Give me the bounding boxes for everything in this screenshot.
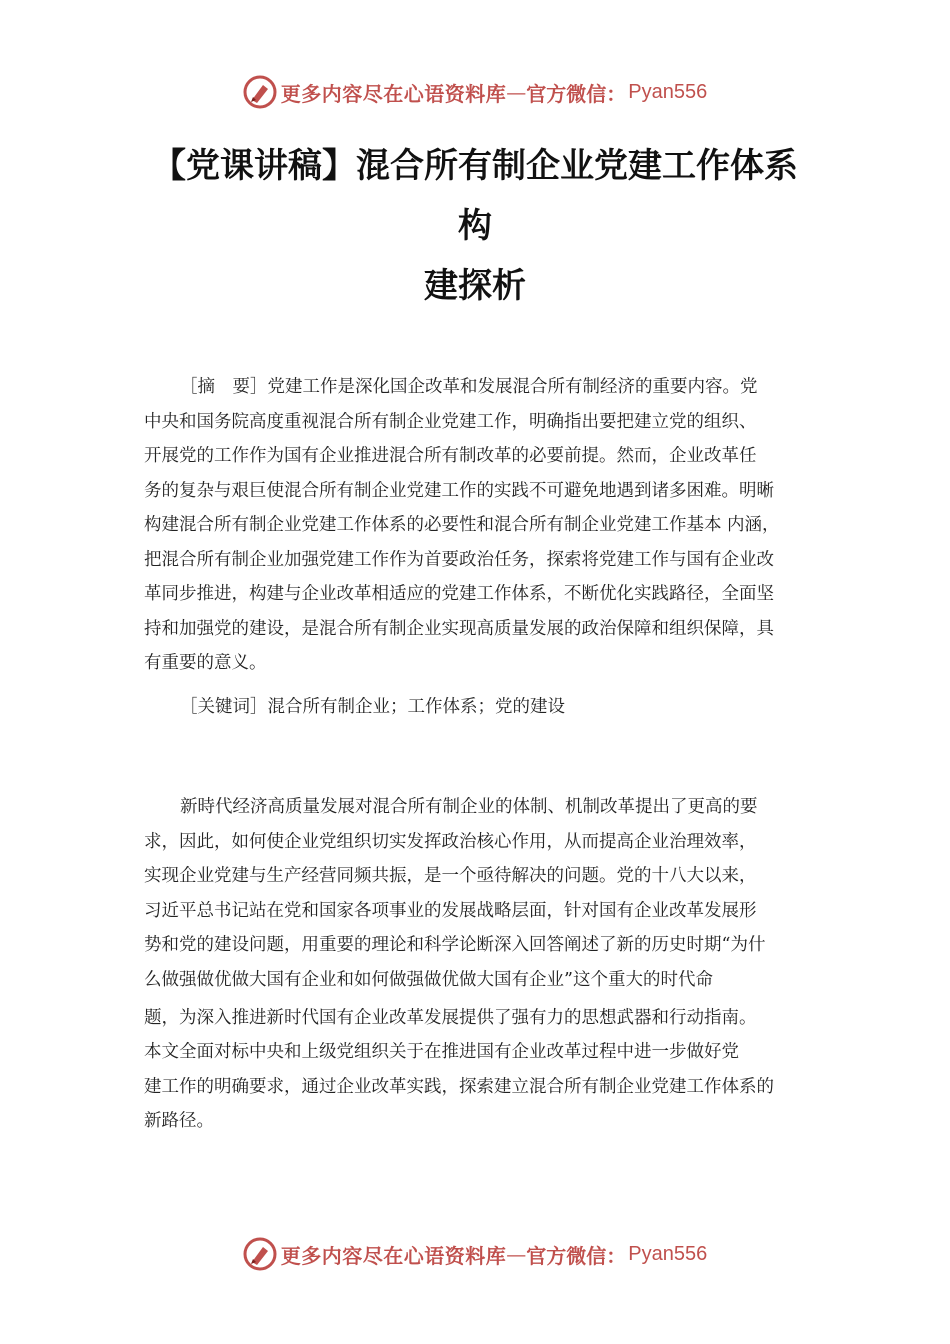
pen-logo-icon [243, 75, 277, 109]
keywords-line: ［关键词］混合所有制企业；工作体系；党的建设 [180, 697, 565, 717]
document-title-line-3: 建探析 [424, 266, 526, 306]
abstract-line: 有重要的意义。 [144, 653, 267, 673]
body-line: 势和党的建设问题，用重要的理论和科学论断深入回答阐述了新的历史时期“为什 [144, 935, 766, 955]
body-line: 求，因此，如何使企业党组织切实发挥政治核心作用，从而提高企业治理效率， [144, 831, 757, 852]
body-paragraph [144, 790, 824, 1139]
banner-main-text: 更多内容尽在心语资料库 [280, 81, 507, 106]
body-line: 本文全面对标中央和上级党组织关于在推进国有企业改革过程中进一步做好党 [144, 1042, 739, 1062]
abstract-line: 革同步推进，构建与企业改革相适应的党建工作体系，不断优化实践路径，全面坚 [144, 584, 774, 604]
body-line: 习近平总书记站在党和国家各项事业的发展战略层面，针对国有企业改革发展形 [144, 900, 757, 921]
body-line: 题，为深入推进新时代国有企业改革发展提供了强有力的思想武器和行动指南。 [144, 1007, 757, 1028]
document-title-line-2: 构 [458, 206, 492, 246]
banner-official-label: 官方微信： [526, 81, 627, 106]
abstract-paragraph [144, 370, 824, 681]
body-line: 新路径。 [144, 1111, 214, 1131]
document-title-line-1: 【党课讲稿】混合所有制企业党建工作体系 [152, 146, 798, 186]
banner-main-text: 更多内容尽在心语资料库 [280, 1243, 507, 1268]
abstract-line: 把混合所有制企业加强党建工作作为首要政治任务，探索将党建工作与国有企业改 [144, 549, 774, 570]
abstract-line: 开展党的工作作为国有企业推进混合所有制改革的必要前提。然而，企业改革任 [144, 446, 757, 466]
pen-logo-icon [243, 1237, 277, 1271]
footer-banner [0, 1232, 950, 1276]
banner-dash: — [506, 1242, 527, 1266]
banner-wechat-id: Pyan556 [628, 1242, 708, 1265]
keywords-paragraph [144, 690, 824, 725]
banner-dash: — [506, 80, 527, 104]
banner-wechat-id: Pyan556 [628, 80, 708, 103]
body-line: 新時代经济高质量发展对混合所有制企业的体制、机制改革提出了更高的要 [180, 797, 758, 817]
body-line: 实现企业党建与生产经营同频共振，是一个亟待解决的问题。党的十八大以来， [144, 866, 757, 886]
abstract-line: 务的复杂与艰巨使混合所有制企业党建工作的实践不可避免地遇到诸多困难。明晰 [144, 480, 774, 501]
abstract-line: 构建混合所有制企业党建工作体系的必要性和混合所有制企业党建工作基本 内涵， [144, 515, 780, 535]
body-line: 么做强做优做大国有企业和如何做强做优做大国有企业”这个重大的时代命 [144, 969, 713, 990]
abstract-line: 持和加强党的建设，是混合所有制企业实现高质量发展的政治保障和组织保障，具 [144, 618, 774, 639]
header-banner [0, 70, 950, 114]
body-line: 建工作的明确要求，通过企业改革实践，探索建立混合所有制企业党建工作体系的 [144, 1076, 774, 1097]
abstract-line: ［摘 要］党建工作是深化国企改革和发展混合所有制经济的重要内容。党 [180, 377, 758, 397]
banner-official-label: 官方微信： [526, 1243, 627, 1268]
abstract-line: 中央和国务院高度重视混合所有制企业党建工作，明确指出要把建立党的组织、 [144, 411, 757, 432]
